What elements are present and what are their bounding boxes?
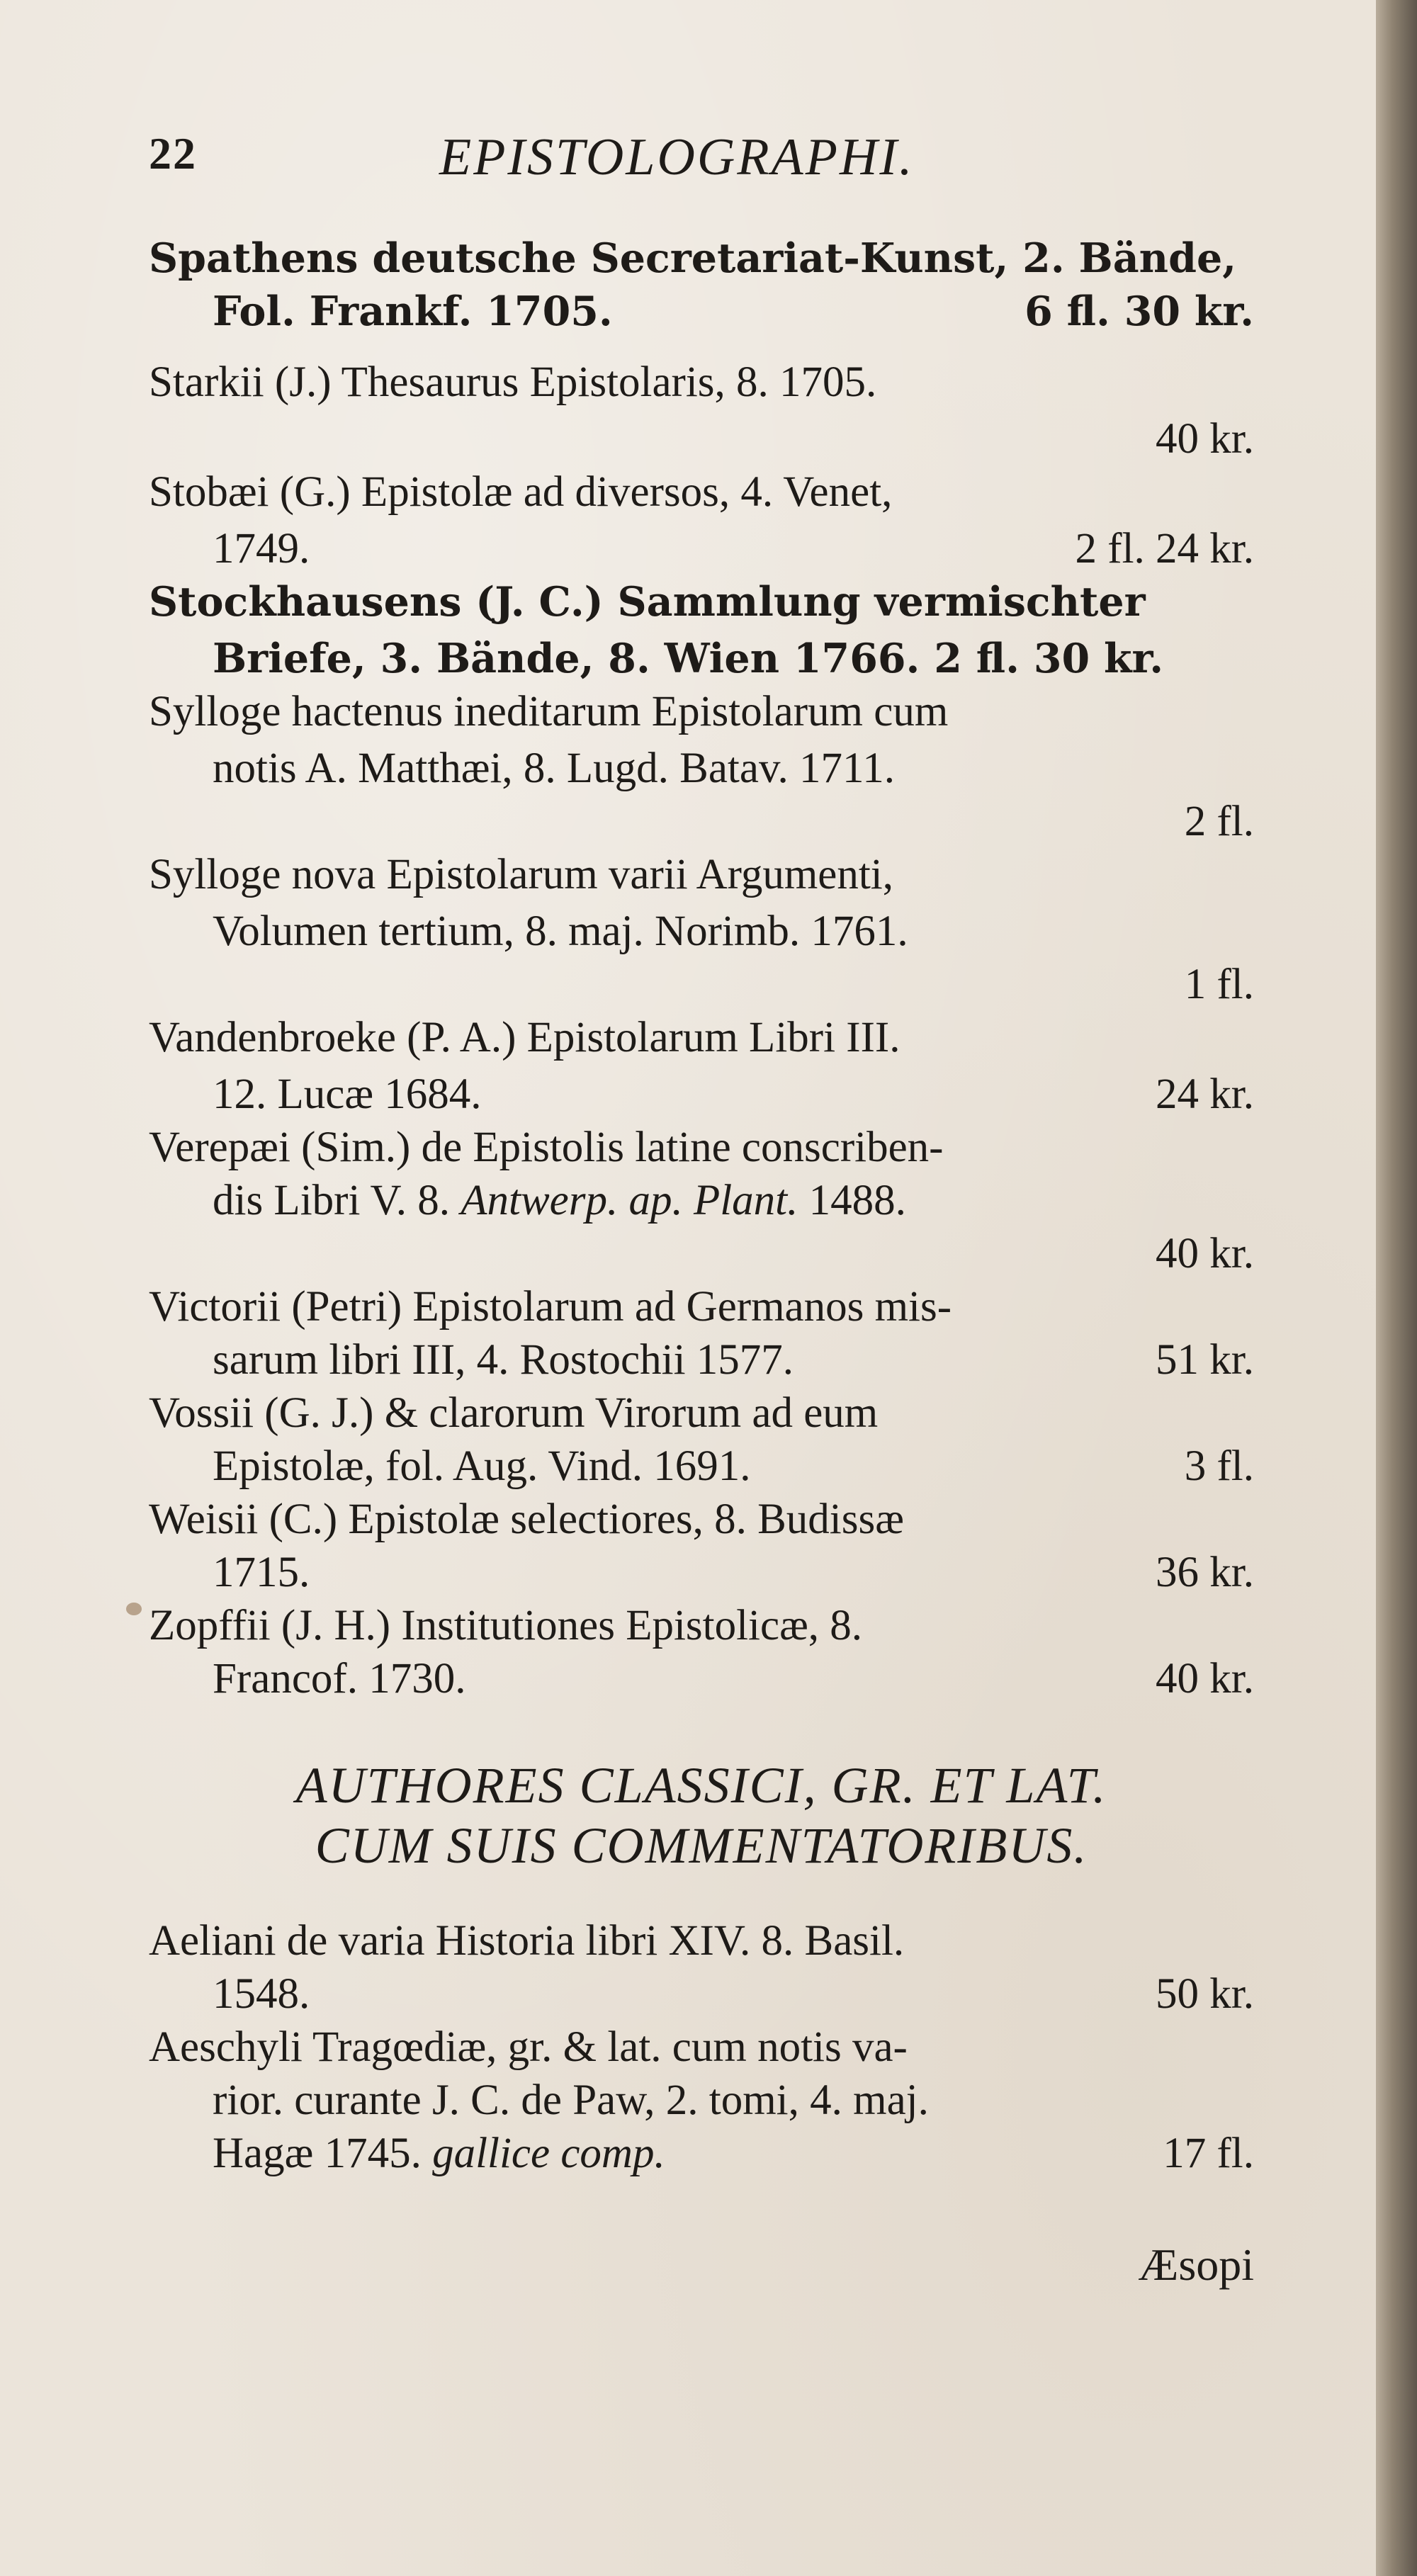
entry-line	[149, 960, 1254, 1010]
entry-text: sarum libri III, 4. Rostochii 1577.	[213, 1336, 794, 1384]
entry-text: Briefe, 3. Bände, 8. Wien 1766. 2 fl. 30 kr.	[213, 635, 1164, 682]
section-heading-line2: CUM SUIS COMMENTATORIBUS.	[315, 1817, 1088, 1874]
entry-text: 12. Lucæ 1684.	[213, 1070, 482, 1118]
section-heading-line1: AUTHORES CLASSICI, GR. ET LAT.	[295, 1757, 1107, 1814]
entry-line	[149, 850, 1254, 900]
entry-text: Stockhausens (J. C.) Sammlung vermischter	[149, 578, 1146, 626]
entry-line	[213, 524, 1254, 574]
entry-text-italic: gallice comp.	[432, 2130, 665, 2177]
entry-price: 40 kr.	[1156, 1230, 1254, 1277]
entry-line	[149, 1916, 1254, 1966]
entry-line	[213, 907, 1254, 956]
entry-line	[213, 1654, 1254, 1704]
entry-line	[213, 634, 1254, 684]
entry-line	[149, 234, 1254, 283]
entry-line	[213, 1548, 1254, 1598]
entry-line	[149, 2023, 1254, 2072]
entry-price: 51 kr.	[1156, 1336, 1254, 1384]
entry-text: Sylloge hactenus ineditarum Epistolarum cum	[149, 688, 949, 735]
entry-text	[213, 1176, 906, 1226]
page-header	[149, 128, 1254, 191]
entry-line	[149, 577, 1254, 627]
entry-line	[149, 1282, 1254, 1332]
entry-text: rior. curante J. C. de Paw, 2. tomi, 4. maj.	[213, 2077, 929, 2124]
page-number: 22	[149, 128, 197, 179]
entry-text-italic: Antwerp. ap. Plant.	[461, 1177, 798, 1224]
entry-line	[149, 1013, 1254, 1063]
entry-line	[213, 744, 1254, 793]
entry-text: Zopffii (J. H.) Institutiones Epistolicæ, 8.	[149, 1602, 863, 1649]
ink-smudge	[126, 1603, 142, 1615]
entry-text	[213, 2129, 665, 2179]
entry-text: Vossii (G. J.) & clarorum Virorum ad eum	[149, 1389, 879, 1437]
entry-price: 3 fl.	[1184, 1442, 1254, 1490]
entry-text-part: Hagæ 1745.	[213, 2130, 433, 2177]
entry-text: Stobæi (G.) Epistolæ ad diversos, 4. Venet,	[149, 468, 893, 516]
entry-line	[149, 468, 1254, 517]
entry-price: 2 fl.	[1184, 798, 1254, 845]
entry-price: 6 fl. 30 kr.	[1024, 288, 1254, 335]
entry-line	[213, 1335, 1254, 1385]
catchword: Æsopi	[1138, 2239, 1254, 2290]
entry-line	[149, 1229, 1254, 1279]
entry-text: Aeschyli Tragœdiæ, gr. & lat. cum notis va-	[149, 2023, 908, 2071]
entry-line	[149, 358, 1254, 407]
entry-line	[213, 1176, 1254, 1226]
entry-line	[213, 1442, 1254, 1491]
entry-text: Starkii (J.) Thesaurus Epistolaris, 8. 1705.	[149, 358, 877, 406]
entry-line	[149, 1495, 1254, 1544]
entry-text: notis A. Matthæi, 8. Lugd. Batav. 1711.	[213, 745, 895, 792]
page-edge-shadow	[1376, 0, 1417, 2576]
entry-line	[149, 1389, 1254, 1438]
entry-line	[213, 287, 1254, 337]
entry-text: Vandenbroeke (P. A.) Epistolarum Libri III.	[149, 1014, 901, 1061]
entry-text: Fol. Frankf. 1705.	[213, 288, 613, 335]
entry-line	[149, 1601, 1254, 1651]
entry-price: 36 kr.	[1156, 1549, 1254, 1596]
entry-price: 40 kr.	[1156, 415, 1254, 463]
entry-line	[149, 797, 1254, 847]
entry-text: Epistolæ, fol. Aug. Vind. 1691.	[213, 1442, 751, 1490]
entry-line	[213, 2129, 1254, 2179]
entry-text: Victorii (Petri) Epistolarum ad Germanos mis-	[149, 1283, 952, 1331]
entry-price: 17 fl.	[1163, 2130, 1254, 2177]
running-head: EPISTOLOGRAPHI.	[439, 128, 915, 186]
entry-price: 1 fl.	[1184, 961, 1254, 1008]
entry-text: 1548.	[213, 1970, 310, 2018]
entry-text: Verepæi (Sim.) de Epistolis latine conscriben-	[149, 1124, 944, 1171]
entry-text: 1715.	[213, 1549, 310, 1596]
entry-line	[213, 1070, 1254, 1119]
entry-price: 24 kr.	[1156, 1070, 1254, 1118]
entry-line	[149, 414, 1254, 464]
entry-price: 50 kr.	[1156, 1970, 1254, 2018]
entry-line	[213, 1970, 1254, 2019]
entry-line	[149, 1123, 1254, 1173]
entry-text: Francof. 1730.	[213, 1655, 466, 1702]
entry-text: Volumen tertium, 8. maj. Norimb. 1761.	[213, 908, 908, 955]
entry-text: Weisii (C.) Epistolæ selectiores, 8. Budissæ	[149, 1496, 904, 1543]
entry-line	[149, 687, 1254, 737]
entry-price: 2 fl. 24 kr.	[1075, 525, 1254, 572]
entry-text: Spathens deutsche Secretariat-Kunst, 2. Bände,	[149, 235, 1237, 282]
entry-text-part: dis Libri V. 8.	[213, 1177, 461, 1224]
entry-text: Aeliani de varia Historia libri XIV. 8. Basil.	[149, 1917, 905, 1965]
entry-line	[213, 2076, 1254, 2125]
entry-text-part: 1488.	[798, 1177, 906, 1224]
entry-price: 40 kr.	[1156, 1655, 1254, 1702]
entry-text: 1749.	[213, 525, 310, 572]
entry-text: Sylloge nova Epistolarum varii Argumenti,	[149, 851, 893, 898]
